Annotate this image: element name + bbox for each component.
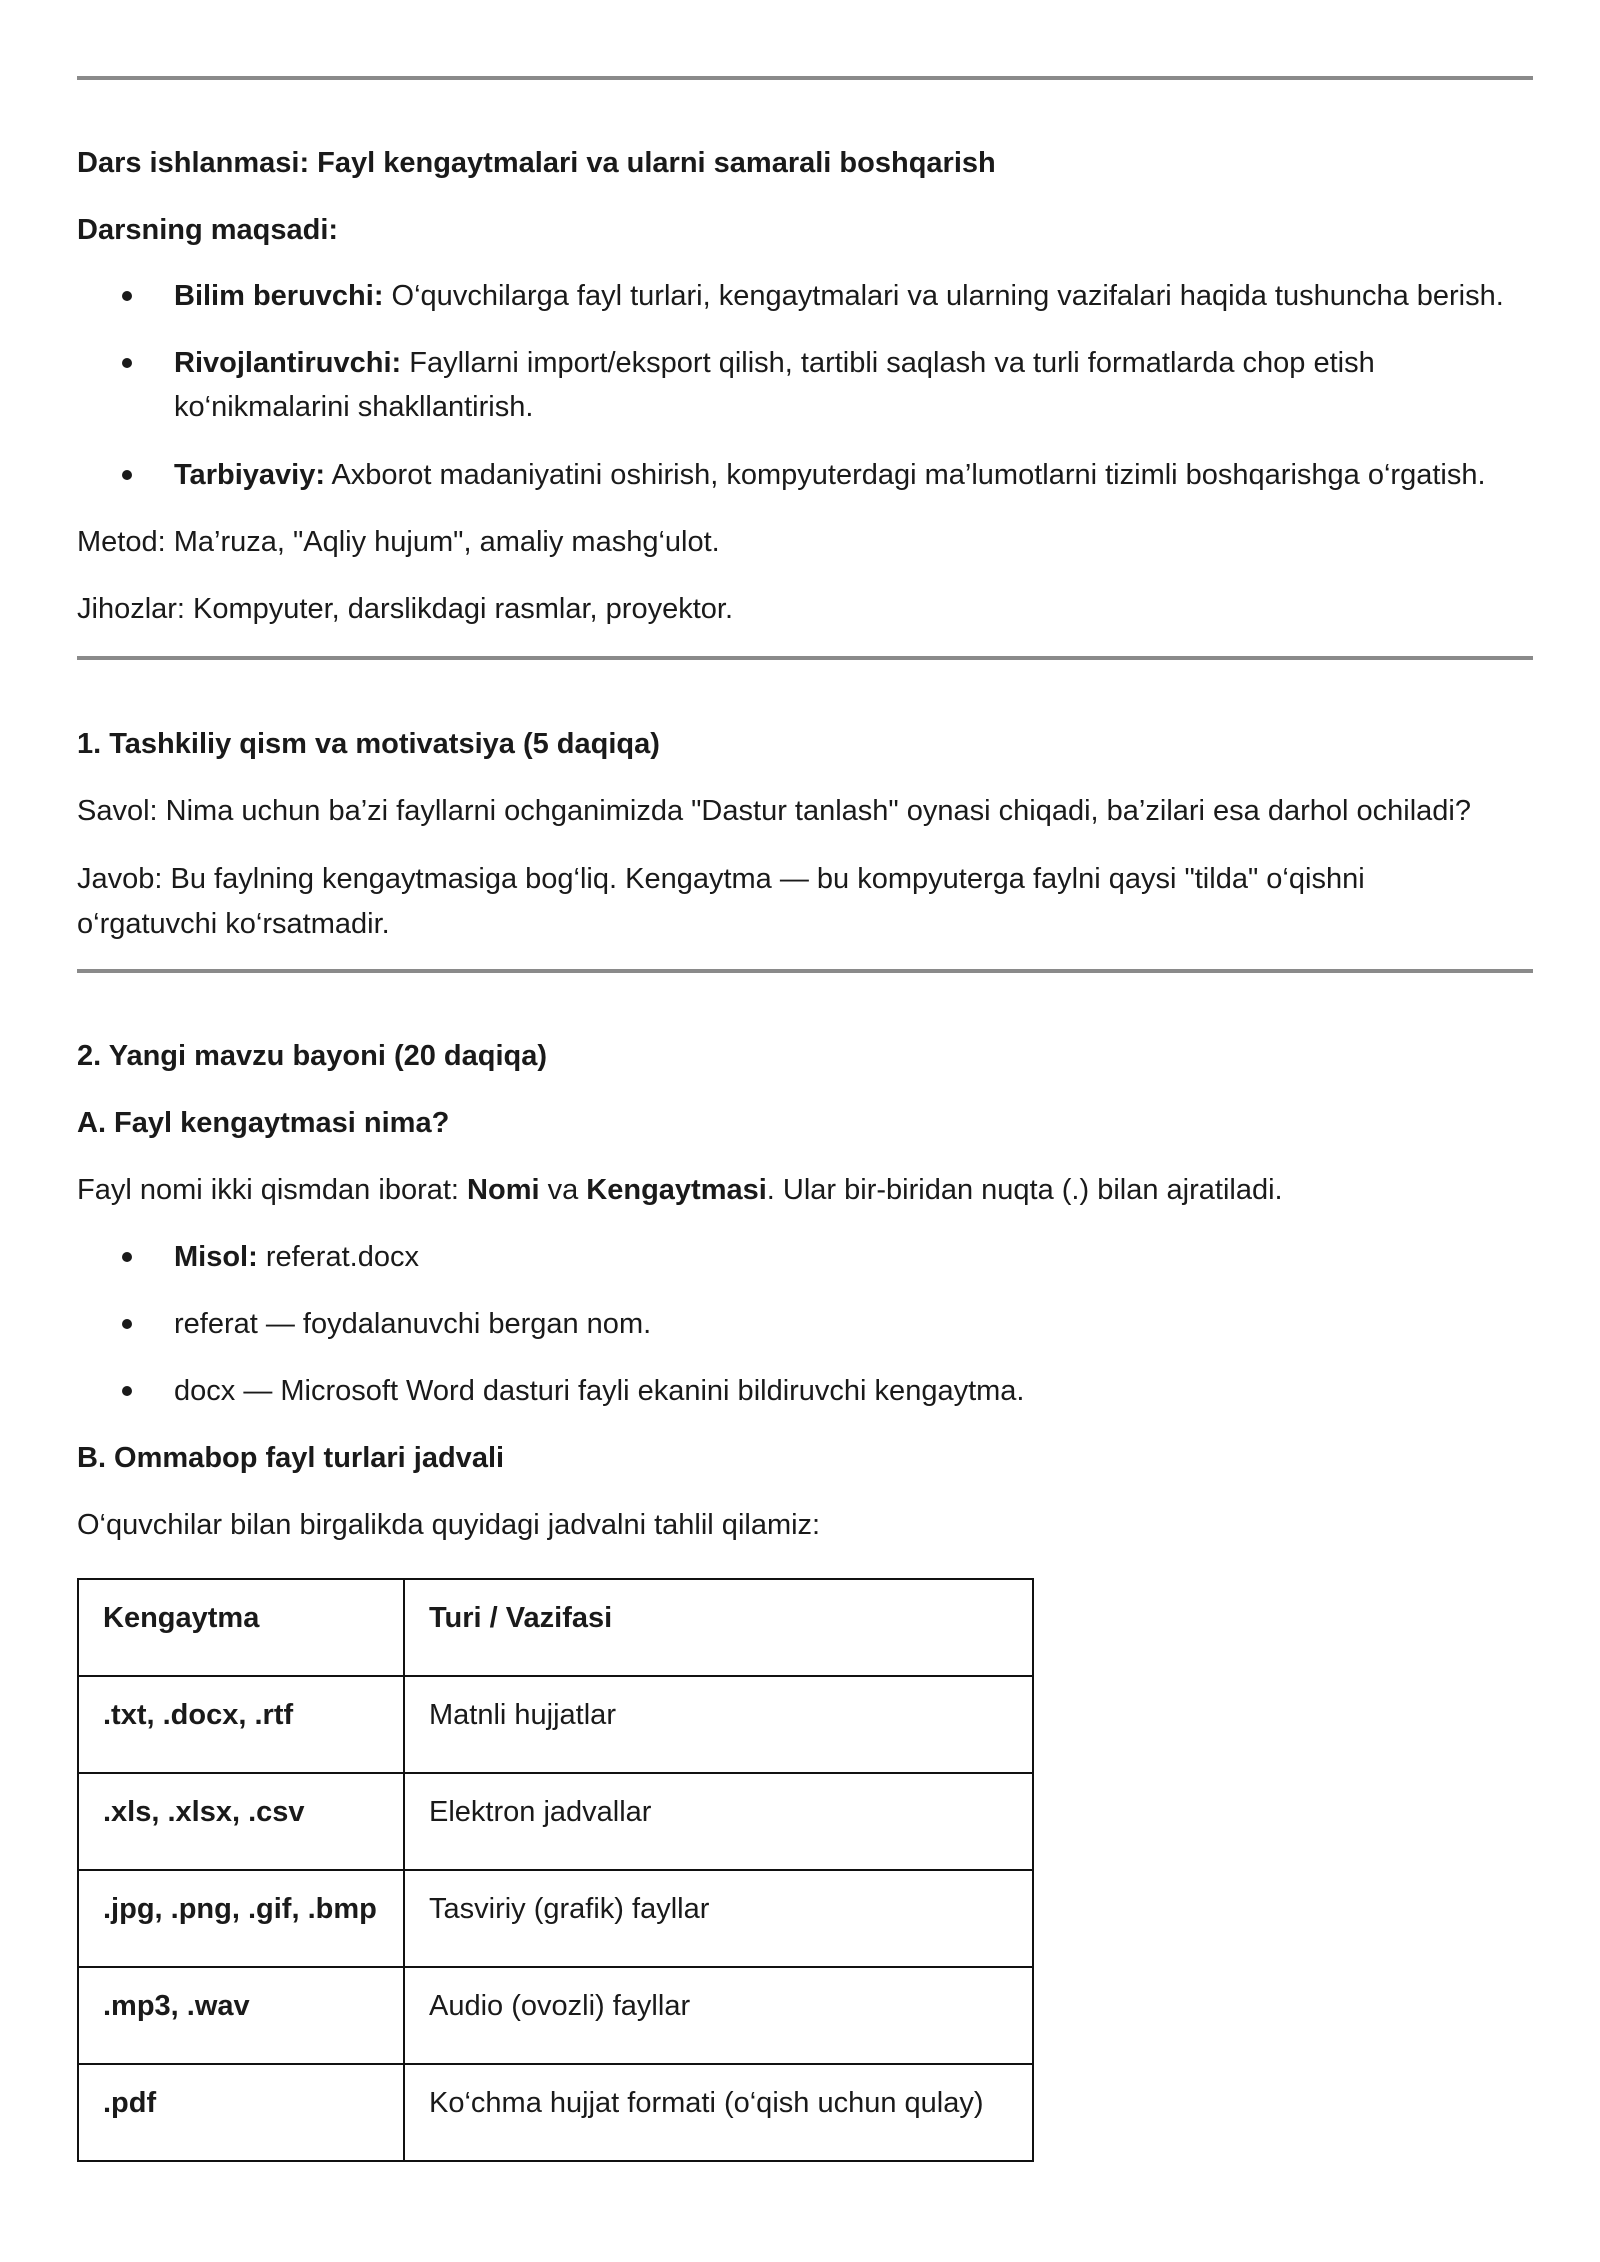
table-cell-type: Ko‘chma hujjat formati (o‘qish uchun qulay) <box>404 2064 1033 2161</box>
table-cell-extension: .txt, .docx, .rtf <box>78 1676 404 1773</box>
table-header-row <box>78 1579 1033 1676</box>
horizontal-rule <box>77 656 1533 660</box>
example-text: referat.docx <box>257 1241 419 1273</box>
table-intro-text: O‘quvchilar bilan birgalikda quyidagi jadvalni tahlil qilamiz: <box>77 1509 821 1541</box>
bullet-text: docx — Microsoft Word dasturi fayli ekanini bildiruvchi kengaytma. <box>174 1375 1025 1407</box>
table-cell-extension: .pdf <box>78 2064 404 2161</box>
file-types-table <box>77 1578 1034 2162</box>
table-cell-type: Elektron jadvallar <box>404 1773 1033 1870</box>
table-row <box>78 1773 1033 1870</box>
goal-label: Rivojlantiruvchi: <box>174 347 402 379</box>
table-header-cell: Turi / Vazifasi <box>404 1579 1033 1676</box>
bullet-text: referat — foydalanuvchi bergan nom. <box>174 1308 652 1340</box>
intro-text <box>77 1168 1283 1212</box>
section2-heading: 2. Yangi mavzu bayoni (20 daqiqa) <box>77 1040 548 1072</box>
table-row <box>78 1967 1033 2064</box>
equipment-text: Jihozlar: Kompyuter, darslikdagi rasmlar, proyektor. <box>77 593 733 625</box>
intro-bold-extension: Kengaytmasi <box>586 1174 767 1206</box>
bullet-icon <box>122 1386 132 1396</box>
table-row <box>78 1870 1033 1967</box>
subsection-a-heading: A. Fayl kengaytmasi nima? <box>77 1107 450 1139</box>
answer-text-line2: o‘rgatuvchi ko‘rsatmadir. <box>77 908 390 940</box>
bullet-icon <box>122 358 132 368</box>
table-cell-extension: .mp3, .wav <box>78 1967 404 2064</box>
table-cell-type: Audio (ovozli) fayllar <box>404 1967 1033 2064</box>
section1-heading: 1. Tashkiliy qism va motivatsiya (5 daqiqa) <box>77 728 660 760</box>
goal-heading: Darsning maqsadi: <box>77 214 339 246</box>
table-row <box>78 1676 1033 1773</box>
intro-post: . Ular bir-biridan nuqta (.) bilan ajratiladi. <box>766 1174 1283 1206</box>
goal-label: Bilim beruvchi: <box>174 280 384 312</box>
subsection-b-heading: B. Ommabop fayl turlari jadvali <box>77 1442 505 1474</box>
horizontal-rule <box>77 969 1533 973</box>
example-label: Misol: <box>174 1241 258 1273</box>
method-text: Metod: Ma’ruza, "Aqliy hujum", amaliy mashg‘ulot. <box>77 526 720 558</box>
table-cell-type: Tasviriy (grafik) fayllar <box>404 1870 1033 1967</box>
bullet-icon <box>122 470 132 480</box>
intro-mid: va <box>539 1174 587 1206</box>
question-text: Savol: Nima uchun ba’zi fayllarni ochganimizda "Dastur tanlash" oynasi chiqadi, ba’zilari esa darhol ochiladi? <box>77 795 1471 827</box>
table-cell-type: Matnli hujjatlar <box>404 1676 1033 1773</box>
table-header-cell: Kengaytma <box>78 1579 404 1676</box>
table-row <box>78 2064 1033 2161</box>
bullet-icon <box>122 1319 132 1329</box>
answer-text-line1: Javob: Bu faylning kengaytmasiga bog‘liq. Kengaytma — bu kompyuterga faylni qaysi "tilda" o‘qishni <box>77 863 1365 895</box>
page-title: Dars ishlanmasi: Fayl kengaytmalari va ularni samarali boshqarish <box>77 147 996 179</box>
intro-bold-name: Nomi <box>467 1174 540 1206</box>
goal-text: Axborot madaniyatini oshirish, kompyuterdagi ma’lumotlarni tizimli boshqarishga o‘rgatish. <box>324 459 1486 491</box>
bullet-icon <box>122 1252 132 1262</box>
horizontal-rule <box>77 76 1533 80</box>
table-cell-extension: .jpg, .png, .gif, .bmp <box>78 1870 404 1967</box>
intro-pre: Fayl nomi ikki qismdan iborat: <box>77 1174 468 1206</box>
goal-text: O‘quvchilarga fayl turlari, kengaytmalari va ularning vazifalari haqida tushuncha berish. <box>383 280 1504 312</box>
goal-label: Tarbiyaviy: <box>174 459 325 491</box>
goal-text: Fayllarni import/eksport qilish, tartibli saqlash va turli formatlarda chop etish ko‘nikmalarini shakllantirish. <box>174 347 1375 423</box>
bullet-icon <box>122 291 132 301</box>
table-cell-extension: .xls, .xlsx, .csv <box>78 1773 404 1870</box>
